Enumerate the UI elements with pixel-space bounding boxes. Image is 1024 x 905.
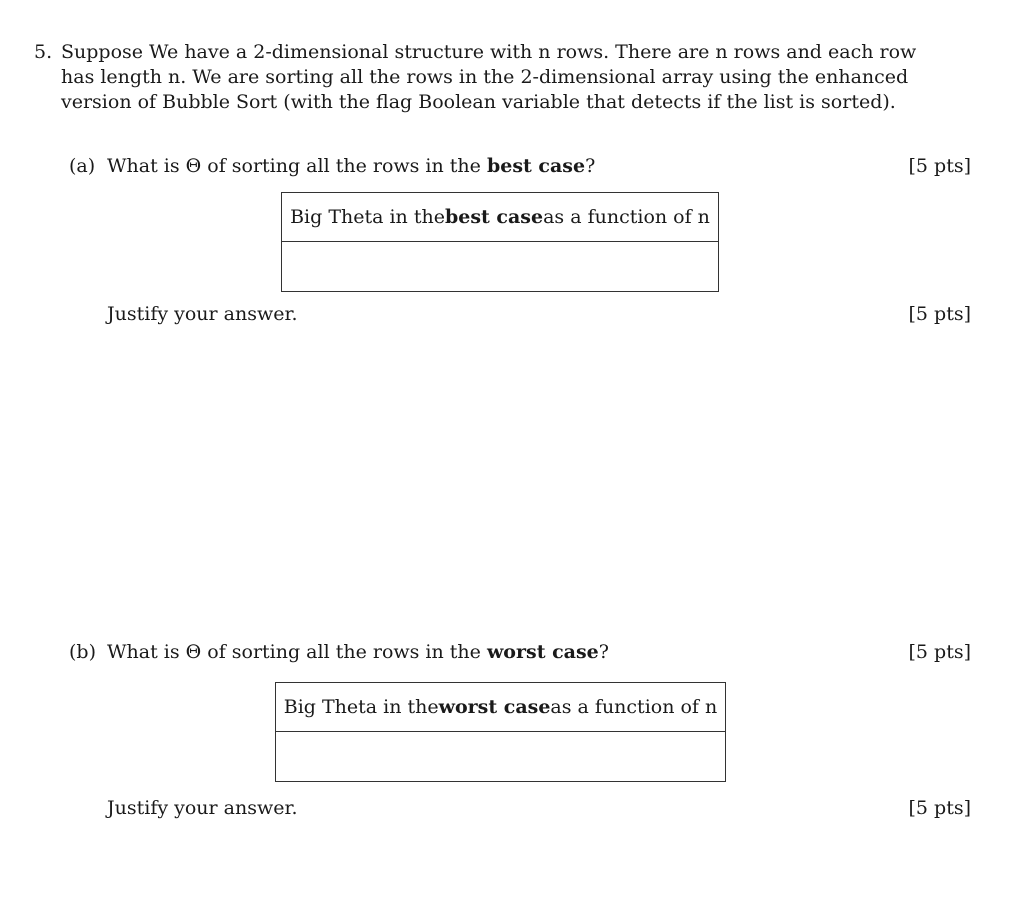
question-text: Suppose We have a 2-dimensional structure with n rows. There are n rows and each row has length n. We are sorting all the rows in the 2-dimensional array using the enhanced version of Bubble Sort (with the flag Boolean variable that detects if the list is sorted). [61,41,917,113]
part-a-justify-points: [5 pts] [908,303,971,325]
part-a-answer-table [281,192,719,292]
part-a-points: [5 pts] [908,155,971,177]
part-b-answer-cell[interactable] [276,732,725,781]
part-a-question: What is Θ of sorting all the rows in the best case? [107,155,596,177]
part-a-justify-label: Justify your answer. [107,303,298,325]
part-b-label: (b) [69,641,96,663]
part-b-question: What is Θ of sorting all the rows in the worst case? [107,641,609,663]
part-b-emphasis: worst case [486,641,599,663]
part-b-points: [5 pts] [908,641,971,663]
part-a-answer-cell[interactable] [282,242,718,291]
part-a-table-header: Big Theta in the best case as a function of n [282,193,718,242]
part-b-justify-area[interactable] [107,828,967,898]
part-a-emphasis: best case [486,155,586,177]
part-b-table-header: Big Theta in the worst case as a function of n [276,683,725,732]
part-a-label: (a) [69,155,96,177]
part-b-justify-points: [5 pts] [908,797,971,819]
part-b-justify-label: Justify your answer. [107,797,298,819]
part-b-answer-table [275,682,726,782]
part-a-justify-area[interactable] [107,335,967,625]
question-number: 5. [34,41,53,63]
